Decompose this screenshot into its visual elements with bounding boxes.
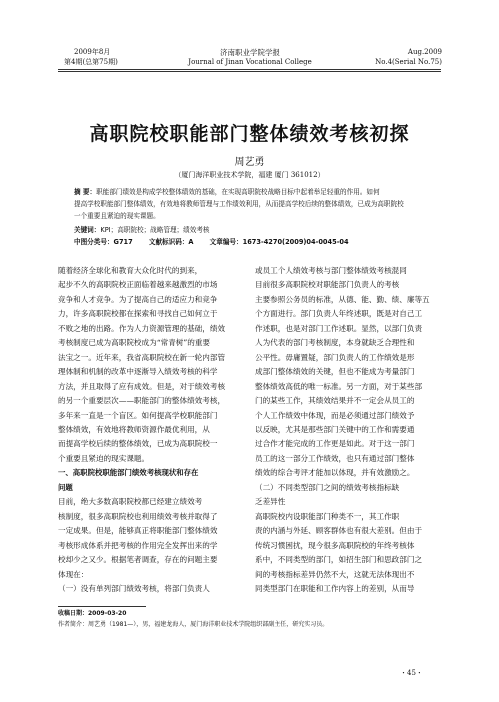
footnote-received [58,609,438,618]
article-title: 高职院校职能部门整体绩效考核初探 [89,123,410,145]
received-date: 收稿日期：2009-03-20 [58,610,127,617]
footnote-rule [58,606,146,607]
body-line: 的另一个重要层次——职能部门的整体绩效考核， [58,396,226,406]
body-line: 或员工个人绩效考核与部门整体绩效考核混同 [255,266,407,275]
header-rule [58,69,441,70]
body-line: 考核制度已成为高职院校成为“常青树”的重要 [58,338,211,348]
body-line: 体现在： [58,569,89,579]
body-line: 核制度，很多高职院校也利用绩效考核并取得了 [58,511,218,521]
page-number: ・45・ [400,669,423,677]
body-line: 整体绩效高低的唯一标准。另一方面，对于某些部 [255,381,423,391]
body-line: （二）不同类型部门之间的绩效考核指标缺 [255,482,400,492]
abstract-line: 提高学校职能部门整体绩效，有效地将教师管理与工作绩效利用，从而提高学校后续的整体绩效，已成为高职院校 [74,200,404,209]
body-line: 成部门整体绩效的关键，但也不能成为考量部门 [255,367,415,377]
journal-issue-en: No.4(Serial No.75) [375,58,442,66]
body-line: 随着经济全球化和教育大众化时代的到来， [58,266,203,275]
section-heading: 一、高职院校职能部门绩效考核现状和存在 [58,468,199,478]
body-line: 多年来一直是一个盲区。如何提高学校职能部门 [58,410,218,420]
body-right-column [255,264,445,596]
body-line: 目前很多高职院校对职能部门负责人的考核 [255,280,400,290]
body-line: 整体绩效，有效地将教师资源作最优利用，从 [58,424,210,434]
body-line: 个重要且紧迫的现实课题。 [58,453,150,463]
body-line: 过合作才能完成的工作更是如此。对于这一部门 [255,439,415,449]
body-line: 绩效的综合考评才能加以体现，并有效激励之。 [255,468,415,478]
body-line: 系中，不同类型的部门，如招生部门和思政部门之 [255,555,423,565]
body-line: 理体制和机制的改革中逐渐导入绩效考核的科学 [58,367,218,377]
body-line: 方法，并且取得了应有成效。但是，对于绩效考核 [58,381,226,391]
journal-name-en: Journal of Jinan Vocational College [188,58,312,66]
body-line: 人为代表的部门考核制度，本身就缺乏合理性和 [255,338,415,348]
journal-date: 2009年8月 [74,48,111,56]
body-left-column [58,264,248,596]
abstract [74,186,436,223]
author-bio: 作者简介：周艺勇（1981—），男，福建龙海人，厦门海洋职业技术学院组织部副主任，研究实习员。 [58,621,329,628]
body-line: 以反映，尤其是那些部门关键中的工作和需要通 [255,424,415,434]
keywords-label: 关键词： [74,226,101,234]
classification-line [74,236,363,246]
keywords [74,224,210,234]
body-line: 作述职，也是对部门工作述职。显然，以部门负责 [255,323,423,333]
body-line: 校却少之又少。根据笔者调查，存在的问题主要 [58,555,218,565]
body-line: 高职院校内设职能部门种类不一，其工作职 [255,511,400,521]
article-affiliation: （厦门海洋职业技术学院，福建 厦门 361012） [174,171,325,179]
body-line: （一）没有单列部门绩效考核，将部门负责人 [58,583,210,593]
body-line: 起步不久的高职院校正面临着越来越激烈的市场 [58,280,218,290]
article-author: 周艺勇 [234,157,265,168]
body-line: 不败之地的出路。作为人力资源管理的基础，绩效 [58,323,226,333]
body-line: 个人工作绩效中体现，而是必须通过部门绩效予 [255,410,415,420]
body-line: 同类型部门在职能和工作内容上的差别，从而导 [255,583,415,593]
body-line: 间的考核指标差异仍然不大，这就无法体现出不 [255,569,415,579]
journal-issue: 第4期(总第75期) [64,58,118,66]
body-line: 竞争和人才竞争。为了提高自己的适应力和竞争 [58,294,218,304]
section-heading: 问题 [58,482,73,492]
body-line: 公平性。毋庸置疑，部门负责人的工作绩效是形 [255,352,415,362]
body-line: 主要参照公务员的标准，从德、能、勤、绩、廉等五 [255,294,430,304]
body-line: 传统习惯困扰，现今很多高职院校的年终考核体 [255,540,415,550]
journal-date-en: Aug.2009 [407,48,442,56]
body-line: 一定成果。但是，能够真正将职能部门整体绩效 [58,526,218,536]
body-line: 目前，绝大多数高职院校都已经建立绩效考 [58,497,203,507]
header-rule-thin [58,71,441,72]
abstract-line: 一个重要且紧迫的现实课题。 [74,212,160,221]
body-line: 个方面进行。部门负责人年终述职，既是对自己工 [255,309,423,319]
body-line: 力，许多高职院校都在探索和寻找自己如何立于 [58,309,218,319]
journal-name: 济南职业学院学报 [220,48,280,57]
body-line: 而提高学校后续的整体绩效，已成为高职院校一 [58,439,218,449]
keywords-text: KPI；高职院校；战略管理；绩效考核 [100,226,210,234]
abstract-label: 摘 要： [74,188,97,196]
abstract-line: 职能部门绩效是构成学校整体绩效的基础，在实现高职院校战略目标中起着举足轻重的作用。如何 [96,188,380,196]
body-line: 法宝之一。近年来，我省高职院校在新一轮内部管 [58,352,226,362]
body-line: 门的某些工作，其绩效结果并不一定会从员工的 [255,396,415,406]
clc-number: 中图分类号：G717 [74,238,133,246]
body-line: 乏差异性 [255,497,286,507]
body-line: 员工的这一部分工作绩效，也只有通过部门整体 [255,453,415,463]
document-code: 文献标识码：A [148,238,194,246]
article-number: 文章编号：1673-4270(2009)04-0045-04 [209,238,349,246]
footnote-bio [58,620,438,629]
body-line: 责的内涵与外延、顾客群体也有很大差别。但由于 [255,526,423,536]
body-line: 考核形成体系并把考核的作用完全发挥出来的学 [58,540,218,550]
